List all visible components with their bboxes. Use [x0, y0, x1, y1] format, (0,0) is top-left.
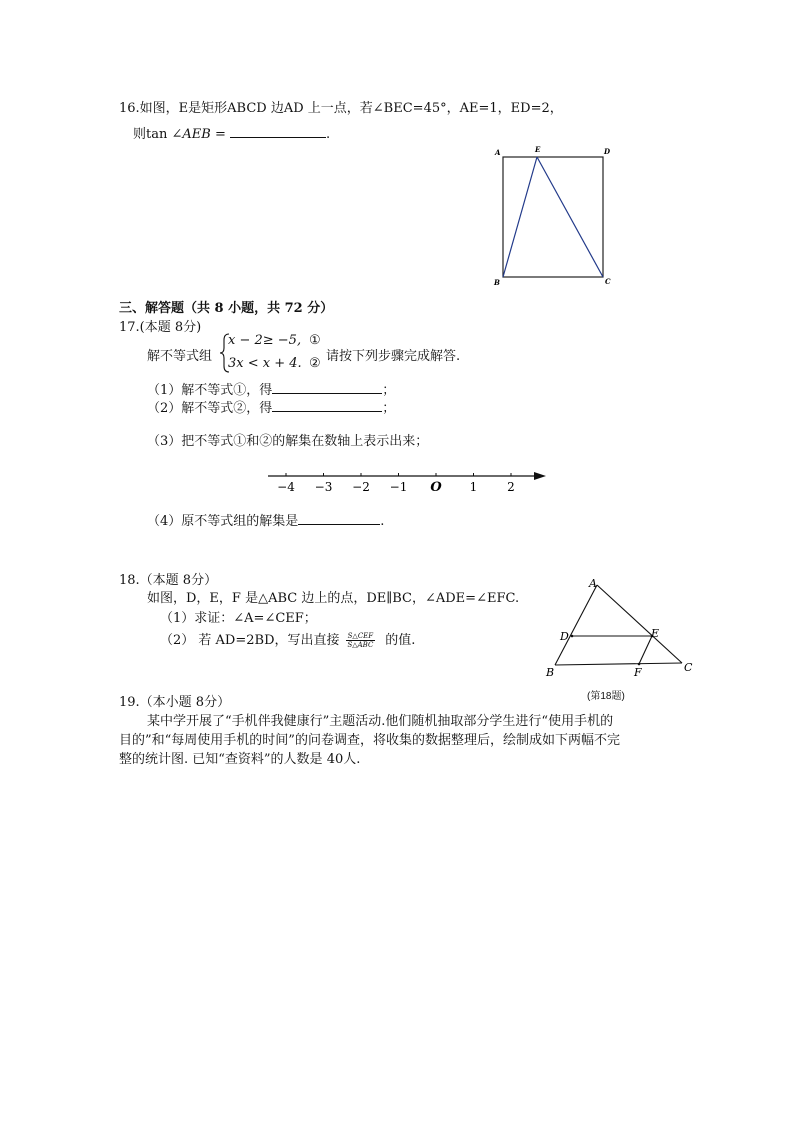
q16-line2 [133, 123, 330, 142]
q17-header: 17.(本题 8分) [119, 320, 202, 335]
label-e: E [651, 627, 660, 640]
q17-step2-blank[interactable] [272, 398, 382, 412]
inequality-1: x − 2≥ −5, [228, 333, 302, 348]
label-c: C [684, 661, 693, 674]
q17-intro-end: 请按下列步骤完成解答. [326, 349, 461, 364]
q17-step2 [147, 397, 395, 416]
q17-step1-end: ； [382, 383, 396, 398]
label-b: B [546, 666, 555, 679]
label-e: E [535, 145, 541, 154]
q17-step4-label: （4）原不等式组的解集是 [147, 514, 299, 529]
point-d [571, 635, 574, 638]
label-a: A [589, 577, 597, 590]
q16-line2-prefix: 则tan ∠ [133, 127, 183, 142]
section-title: 三、解答题（共 8 小题，共 72 分） [119, 301, 334, 316]
axis-tick-label: −4 [277, 480, 295, 494]
q16-line2-eq: = [210, 127, 230, 142]
axis-tick-label: 1 [469, 480, 478, 494]
segment-ac [597, 585, 682, 663]
q16-line1: 16.如图，E是矩形ABCD 边AD 上一点，若∠BEC=45°，AE=1，ED=2， [119, 101, 563, 116]
q16-angle-name: AEB [182, 127, 211, 142]
q17-step2-end: ； [382, 401, 396, 416]
q17-step4-end: . [380, 514, 385, 529]
q18-part2-prefix: （2） 若 AD=2BD，写出直接 [160, 633, 340, 648]
q19-line1: 某中学开展了“手机伴我健康行”主题活动.他们随机抽取部分学生进行“使用手机的 [147, 714, 614, 729]
q18-figure-caption: (第18题) [587, 691, 625, 702]
q16-line2-end: . [325, 127, 331, 142]
axis-tick-label: O [430, 480, 442, 495]
label-c: C [605, 277, 611, 286]
q18-triangle-figure [545, 575, 700, 680]
q18-line1: 如图，D，E，F 是△ABC 边上的点，DE∥BC，∠ADE=∠EFC. [147, 591, 520, 606]
q17-step4 [147, 510, 384, 529]
fraction-denominator: S△ABC [347, 641, 374, 649]
label-b: B [494, 278, 500, 287]
q17-step4-blank[interactable] [298, 511, 380, 525]
axis-tick-label: −2 [352, 480, 370, 494]
segment-ab [555, 585, 597, 665]
q16-answer-blank[interactable] [230, 124, 326, 138]
label-f: F [634, 666, 642, 679]
q18-header: 18.（本题 8分） [119, 573, 218, 588]
number-line-arrow-icon [534, 472, 546, 480]
segment-bc [555, 663, 682, 665]
segment-be [503, 157, 537, 277]
q18-part1: （1）求证：∠A=∠CEF； [160, 611, 317, 626]
axis-tick-label: −3 [314, 480, 333, 494]
area-ratio-fraction [346, 632, 376, 649]
q17-step3: （3）把不等式①和②的解集在数轴上表示出来； [147, 434, 429, 449]
q17-step1-label: （1）解不等式①，得 [147, 383, 273, 398]
label-d: D [560, 630, 569, 643]
q16-rectangle-figure [490, 145, 620, 290]
q17-step1 [147, 379, 395, 398]
inequality-2-mark: ② [309, 356, 321, 371]
q19-header: 19.（本小题 8分） [119, 695, 231, 710]
q19-line2: 目的”和“每周使用手机的时间”的问卷调查，将收集的数据整理后，绘制成如下两幅不完 [119, 733, 620, 748]
axis-tick-label: 2 [507, 480, 515, 494]
inequality-2: 3x < x + 4. [228, 356, 302, 371]
rect-abcd [503, 157, 603, 277]
q17-step2-label: （2）解不等式②，得 [147, 401, 273, 416]
fraction-numerator: S△CEF [347, 632, 374, 640]
number-line [262, 467, 552, 497]
q19-line3: 整的统计图. 已知“查资料”的人数是 40人. [119, 752, 361, 767]
q17-step1-blank[interactable] [272, 380, 382, 394]
point-f [638, 663, 641, 666]
label-a: A [495, 148, 501, 157]
q18-part2-end: 的值. [385, 633, 416, 648]
label-d: D [604, 147, 611, 156]
segment-ec [537, 157, 603, 277]
segment-ef [639, 636, 652, 664]
q18-part2 [160, 629, 415, 649]
inequality-1-mark: ① [309, 333, 321, 348]
axis-tick-label: −1 [389, 480, 408, 494]
q17-intro: 解不等式组 [147, 349, 213, 364]
